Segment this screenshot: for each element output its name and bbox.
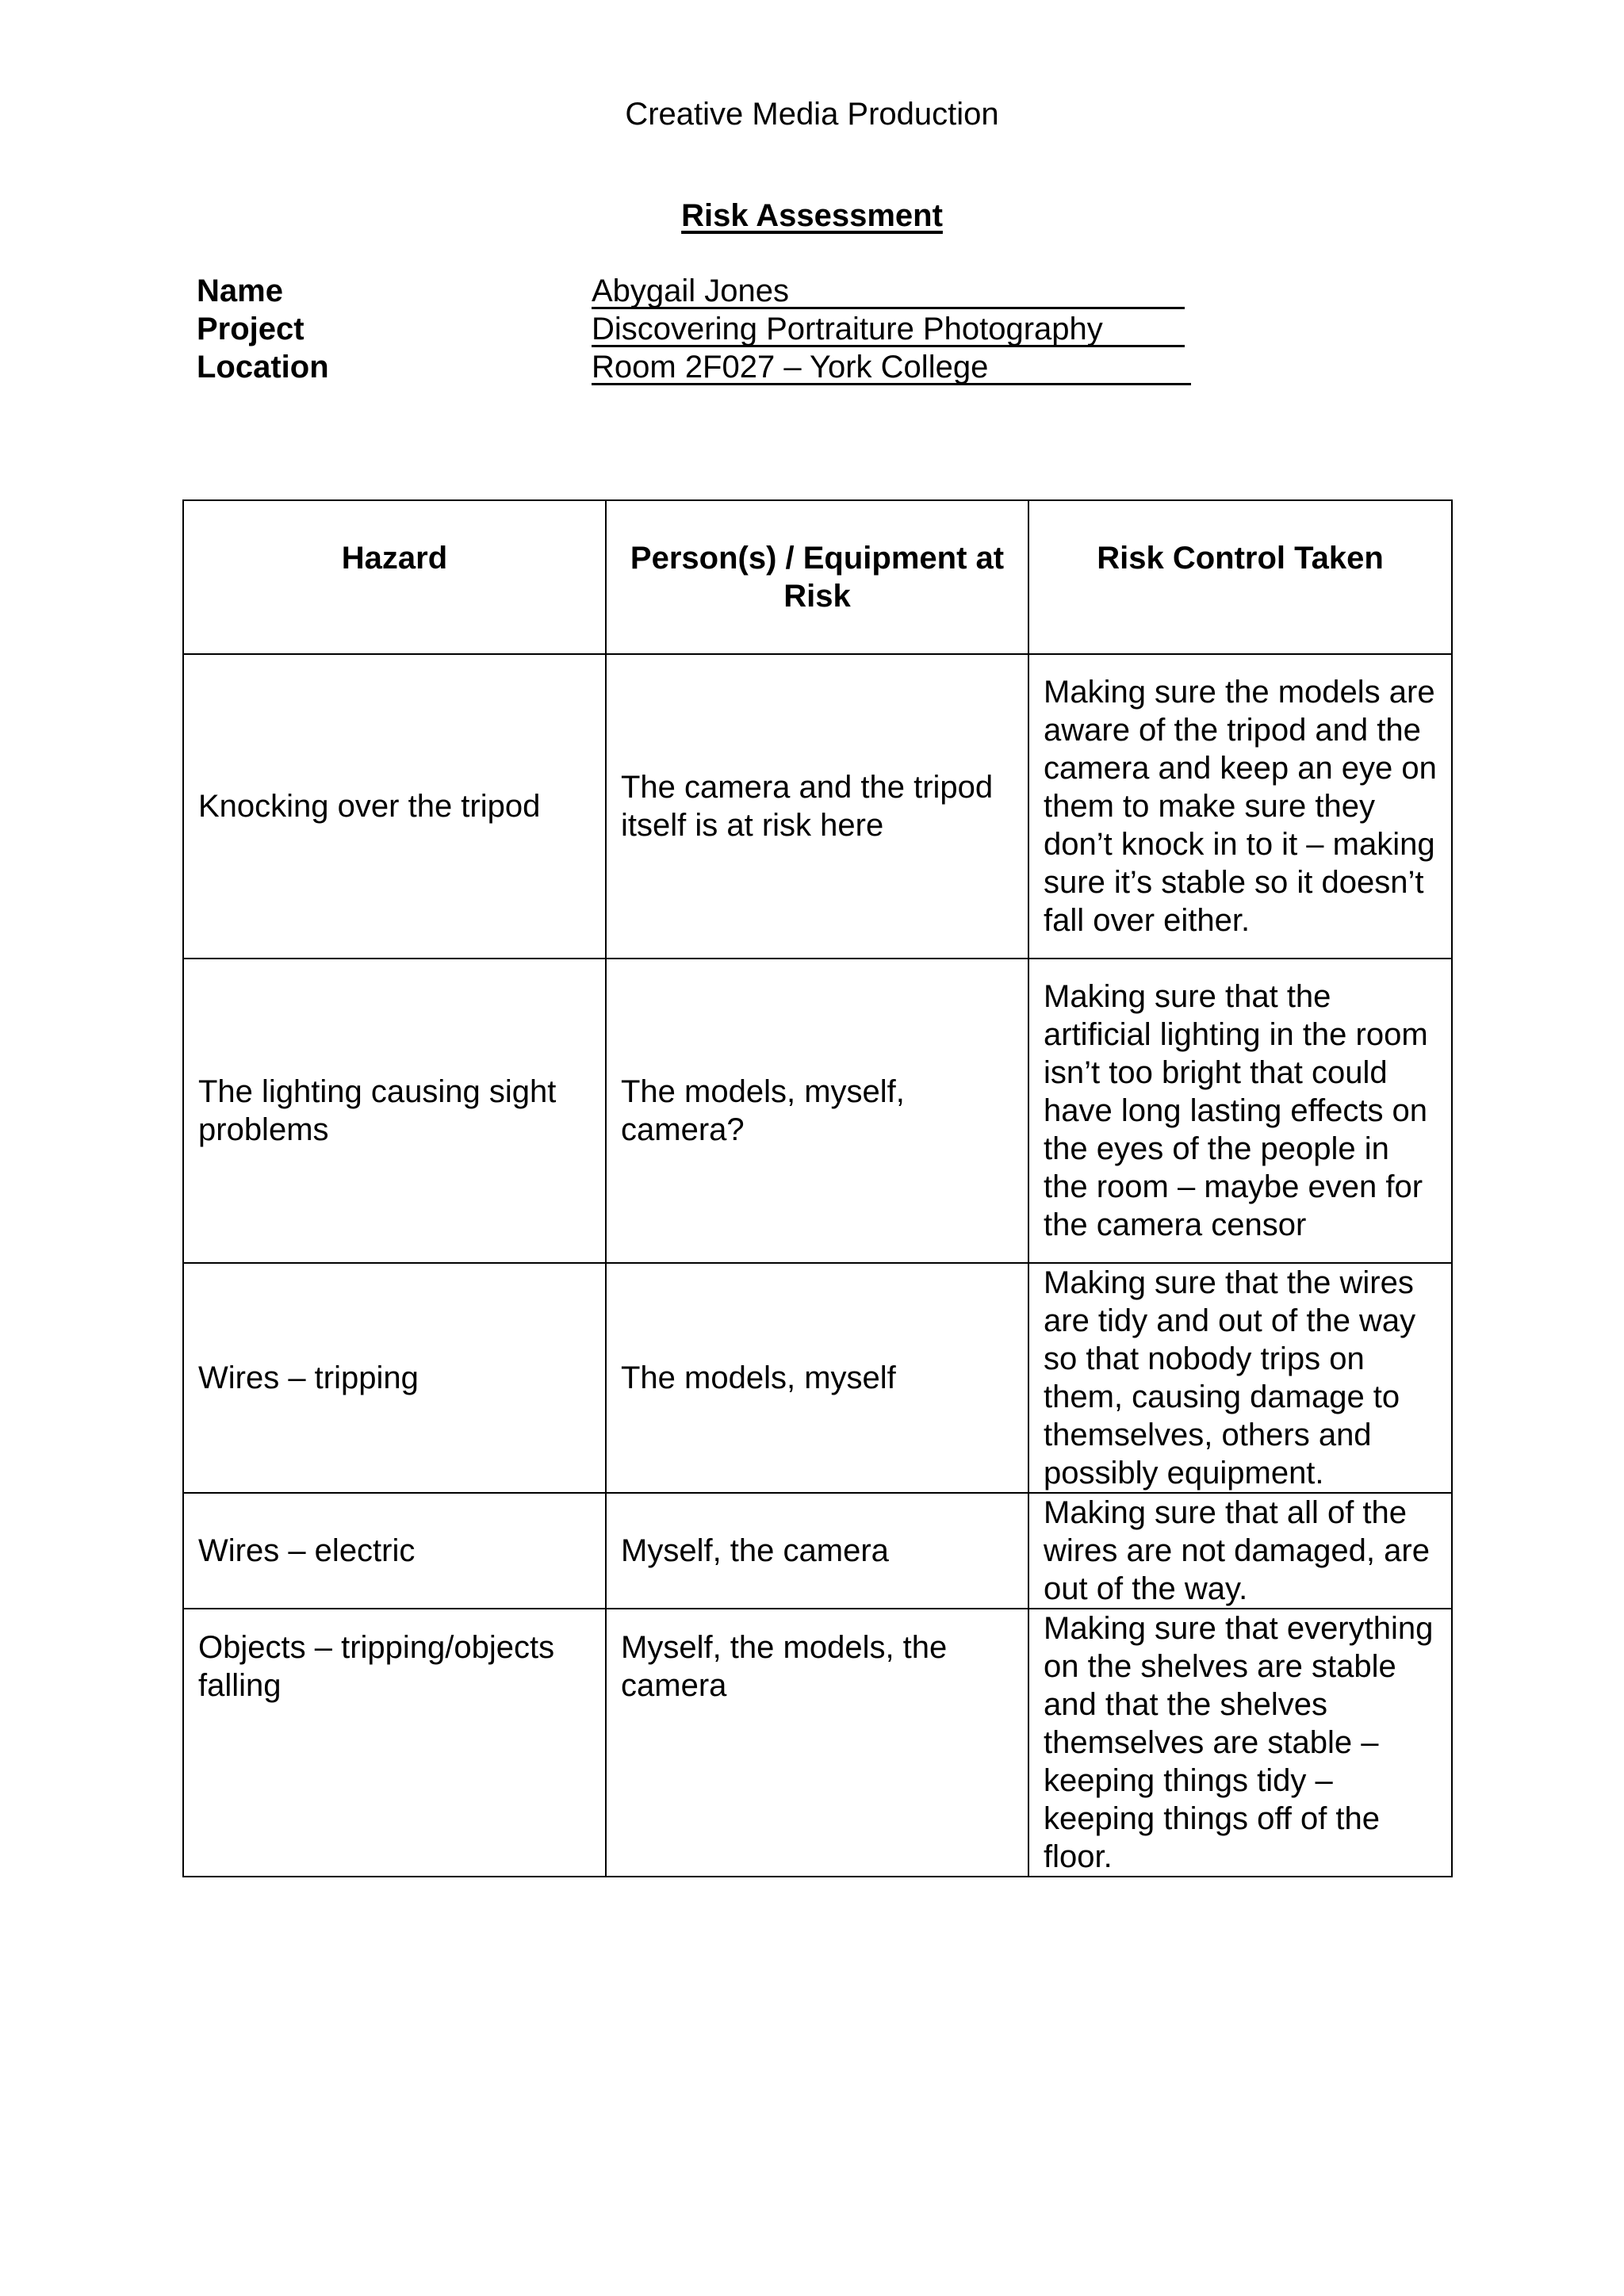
at-risk-cell: The models, myself (606, 1263, 1028, 1493)
name-value: Abygail Jones (592, 273, 1185, 309)
risk-table (182, 499, 1453, 1877)
project-value: Discovering Portraiture Photography (592, 311, 1185, 347)
at-risk-cell: Myself, the models, the camera (606, 1609, 1028, 1877)
control-cell: Making sure the models are aware of the tripod and the camera and keep an eye on them to make sure they don’t knock in to it – making sure it’s stable so it doesn’t fall over either. (1028, 654, 1452, 959)
control-cell: Making sure that the artificial lighting in the room isn’t too bright that could have long lasting effects on the eyes of the people in the room – maybe even for the camera censor (1028, 959, 1452, 1263)
info-row-name (197, 273, 1191, 311)
hazard-cell: The lighting causing sight problems (183, 959, 606, 1263)
hazard-cell: Wires – electric (183, 1493, 606, 1609)
control-cell: Making sure that the wires are tidy and out of the way so that nobody trips on them, causing damage to themselves, others and possibly equipment. (1028, 1263, 1452, 1493)
table-row (183, 1609, 1452, 1877)
column-header-at-risk: Person(s) / Equipment at Risk (606, 500, 1028, 654)
control-cell: Making sure that all of the wires are not damaged, are out of the way. (1028, 1493, 1452, 1609)
table-row (183, 1493, 1452, 1609)
table-row (183, 959, 1452, 1263)
hazard-cell: Wires – tripping (183, 1263, 606, 1493)
at-risk-cell: Myself, the camera (606, 1493, 1028, 1609)
location-label: Location (197, 350, 329, 385)
column-header-hazard: Hazard (183, 500, 606, 654)
table-header-row (183, 500, 1452, 654)
table-row (183, 654, 1452, 959)
info-row-location (197, 349, 1191, 387)
table-row (183, 1263, 1452, 1493)
name-label: Name (197, 274, 283, 308)
at-risk-cell: The models, myself, camera? (606, 959, 1028, 1263)
hazard-cell: Objects – tripping/objects falling (183, 1609, 606, 1877)
hazard-cell: Knocking over the tripod (183, 654, 606, 959)
document-title (0, 197, 1624, 235)
document-title-text: Risk Assessment (681, 198, 943, 233)
info-row-project (197, 311, 1191, 349)
column-header-control: Risk Control Taken (1028, 500, 1452, 654)
location-value: Room 2F027 – York College (592, 349, 1191, 385)
control-cell: Making sure that everything on the shelves are stable and that the shelves themselves are stable – keeping things tidy – keeping things off of the floor. (1028, 1609, 1452, 1877)
course-header: Creative Media Production (625, 97, 999, 132)
at-risk-cell: The camera and the tripod itself is at risk here (606, 654, 1028, 959)
project-label: Project (197, 312, 304, 346)
info-block (197, 273, 1191, 387)
